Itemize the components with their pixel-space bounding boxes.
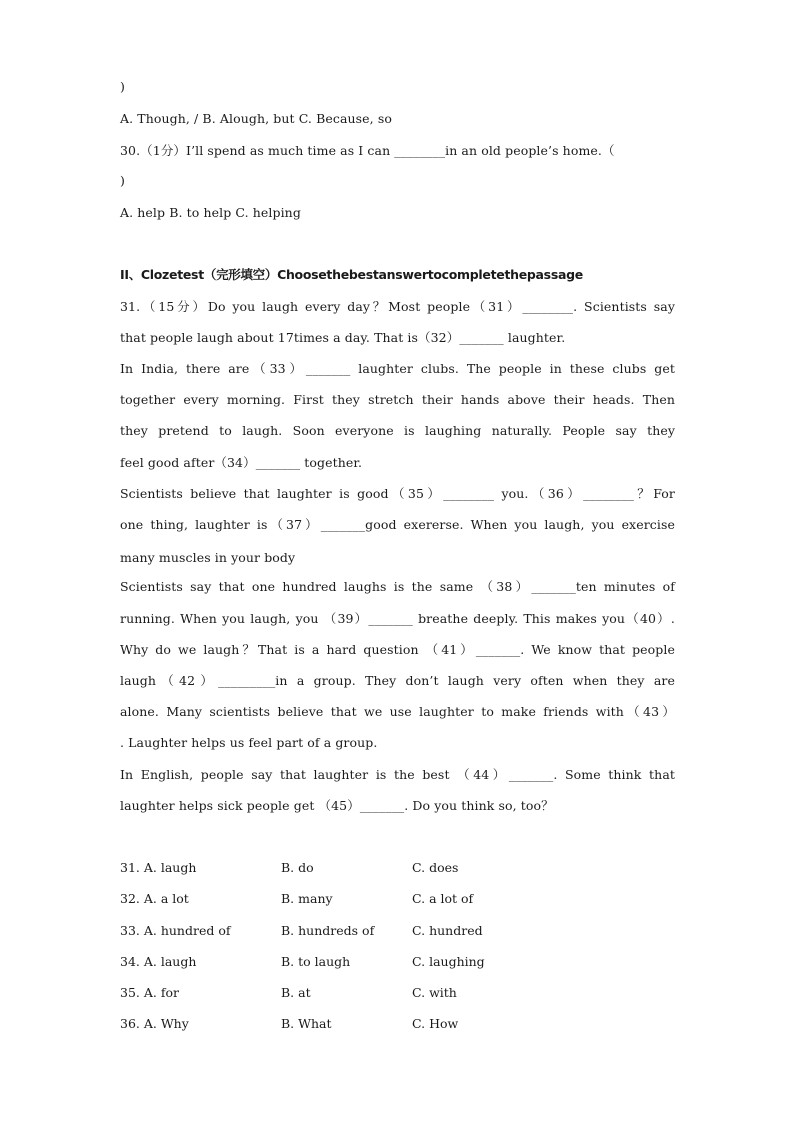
section-heading: II、Clozetest（完形填空）Choosethebestanswertocompletethepassage [120,267,583,282]
passage-line: feel good after（34）_______ together. [120,455,363,470]
passage-line: Scientists say that one hundred laughs is the same （38）_______ten minutes of [120,579,675,594]
passage-line: one thing, laughter is（37）_______good exererse. When you laugh, you exercise [120,517,675,532]
q30-stem-tail: ) [120,173,125,188]
option-c: C. a lot of [412,891,474,906]
option-row-31 [120,860,675,876]
option-b: B. at [281,985,311,1000]
passage-line: alone. Many scientists believe that we use laughter to make friends with（43） [120,704,675,719]
q30-stem: 30.（1分）I’ll spend as much time as I can ________in an old people’s home.（ [120,143,615,158]
passage-line: together every morning. First they stretch their hands above their heads. Then [120,392,675,407]
passage-line: laugh（42）_________in a group. They don’t laugh very often when they are [120,673,675,688]
passage-line: laughter helps sick people get （45）_______. Do you think so, too？ [120,798,554,813]
passage-line: Scientists believe that laughter is good（35）________ you.（36）________？For [120,486,675,501]
passage-line: running. When you laugh, you （39）_______ breathe deeply. This makes you（40）. [120,611,675,626]
option-c: C. How [412,1016,459,1031]
option-row-36 [120,1016,675,1032]
option-row-32 [120,891,675,907]
option-a: 33. A. hundred of [120,923,231,938]
passage-line: many muscles in your body [120,550,296,565]
option-row-34 [120,954,675,970]
option-b: B. hundreds of [281,923,375,938]
option-a: 31. A. laugh [120,860,197,875]
option-c: C. does [412,860,459,875]
passage-line: In India, there are（33）_______ laughter clubs. The people in these clubs get [120,361,675,376]
option-b: B. What [281,1016,332,1031]
passage-line: they pretend to laugh. Soon everyone is laughing naturally. People say they [120,423,675,438]
option-b: B. to laugh [281,954,351,969]
q29-tail: ) [120,79,125,94]
option-row-33 [120,923,675,939]
passage-line: Why do we laugh？That is a hard question （41）_______. We know that people [120,642,675,657]
q29-options: A. Though, / B. Alough, but C. Because, so [120,111,392,126]
passage-line: that people laugh about 17times a day. That is（32）_______ laughter. [120,330,566,345]
option-a: 32. A. a lot [120,891,189,906]
option-a: 35. A. for [120,985,179,1000]
option-row-35 [120,985,675,1001]
option-c: C. hundred [412,923,483,938]
passage-line: . Laughter helps us feel part of a group. [120,735,378,750]
q30-options: A. help B. to help C. helping [120,205,301,220]
option-b: B. many [281,891,333,906]
passage-line: 31.（15分）Do you laugh every day？Most people（31）________. Scientists say [120,299,675,314]
option-a: 36. A. Why [120,1016,189,1031]
option-b: B. do [281,860,314,875]
option-c: C. laughing [412,954,485,969]
option-a: 34. A. laugh [120,954,197,969]
passage-line: In English, people say that laughter is the best （44）_______. Some think that [120,767,675,782]
option-c: C. with [412,985,457,1000]
